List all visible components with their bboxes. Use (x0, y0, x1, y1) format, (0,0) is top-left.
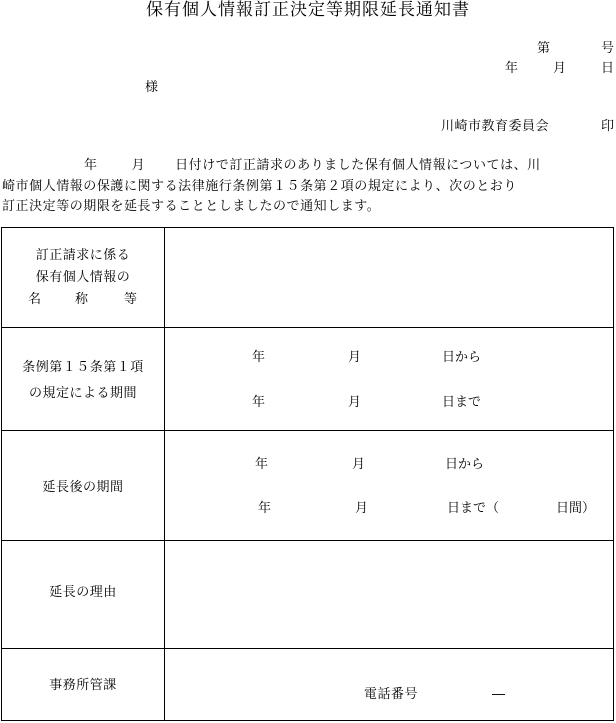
document-title: 保有個人情報訂正決定等期限延長通知書 (146, 0, 470, 20)
date-month-label: 月 (553, 61, 567, 76)
row-extended-period-label: 延長後の期間 (42, 480, 124, 495)
row1-label-sho: 称 (75, 292, 89, 307)
row3-to-year: 年 (258, 501, 272, 516)
row-original-period-label (2, 355, 164, 407)
row-divider-4 (2, 648, 613, 649)
issuer-name: 川崎市教育委員会 (441, 119, 550, 134)
row1-label-to: 等 (124, 292, 138, 307)
row-divider-3 (2, 540, 613, 541)
notice-paragraph (2, 156, 616, 218)
row2-from-month: 月 (348, 350, 362, 365)
row-personal-info-label (2, 245, 164, 311)
row3-to-month: 月 (355, 501, 369, 516)
row2-label-line2: の規定による期間 (28, 386, 137, 401)
row3-from-day: 日から (445, 457, 485, 472)
row1-label-line3 (2, 289, 164, 311)
addressee-sama: 様 (145, 80, 159, 95)
date-year-label: 年 (505, 61, 519, 76)
row1-label-na: 名 (28, 292, 42, 307)
date-day-label: 日 (601, 61, 615, 76)
row1-label-line1: 訂正請求に係る (35, 248, 131, 263)
extension-table (1, 227, 614, 721)
line1-year: 年 (84, 158, 98, 173)
paragraph-line-3: 訂正決定等の期限を延長することとしましたので通知します。 (2, 199, 381, 214)
row2-label-line1: 条例第１５条第１項 (22, 360, 144, 375)
row2-to-month: 月 (348, 395, 362, 410)
number-dai-label: 第 (537, 41, 551, 56)
phone-number-dash: ― (492, 687, 505, 702)
column-divider (164, 228, 165, 720)
row3-to-day: 日まで（ (447, 501, 500, 516)
paragraph-line-2: 崎市個人情報の保護に関する法律施行条例第１５条第２項の規定により、次のとおり (2, 178, 517, 194)
row3-from-year: 年 (255, 457, 269, 472)
row-reason-label: 延長の理由 (49, 585, 117, 600)
row2-from-day: 日から (442, 350, 482, 365)
line1-month: 月 (131, 158, 146, 173)
row-department-label: 事務所管課 (49, 678, 117, 693)
row3-from-month: 月 (352, 457, 366, 472)
row2-to-year: 年 (252, 395, 266, 410)
row2-to-day: 日まで (442, 395, 482, 410)
row1-label-line2: 保有個人情報の (35, 270, 131, 285)
row3-days: 日間） (556, 501, 596, 516)
line1-rest: 日付けで訂正請求のありました保有個人情報については、川 (175, 158, 541, 173)
phone-number-label: 電話番号 (364, 687, 419, 702)
number-go-label: 号 (601, 41, 615, 56)
row-divider-1 (2, 327, 613, 328)
row2-from-year: 年 (252, 350, 266, 365)
paragraph-line-1 (2, 156, 616, 177)
row-divider-2 (2, 430, 613, 431)
issuer-seal: 印 (601, 119, 615, 134)
